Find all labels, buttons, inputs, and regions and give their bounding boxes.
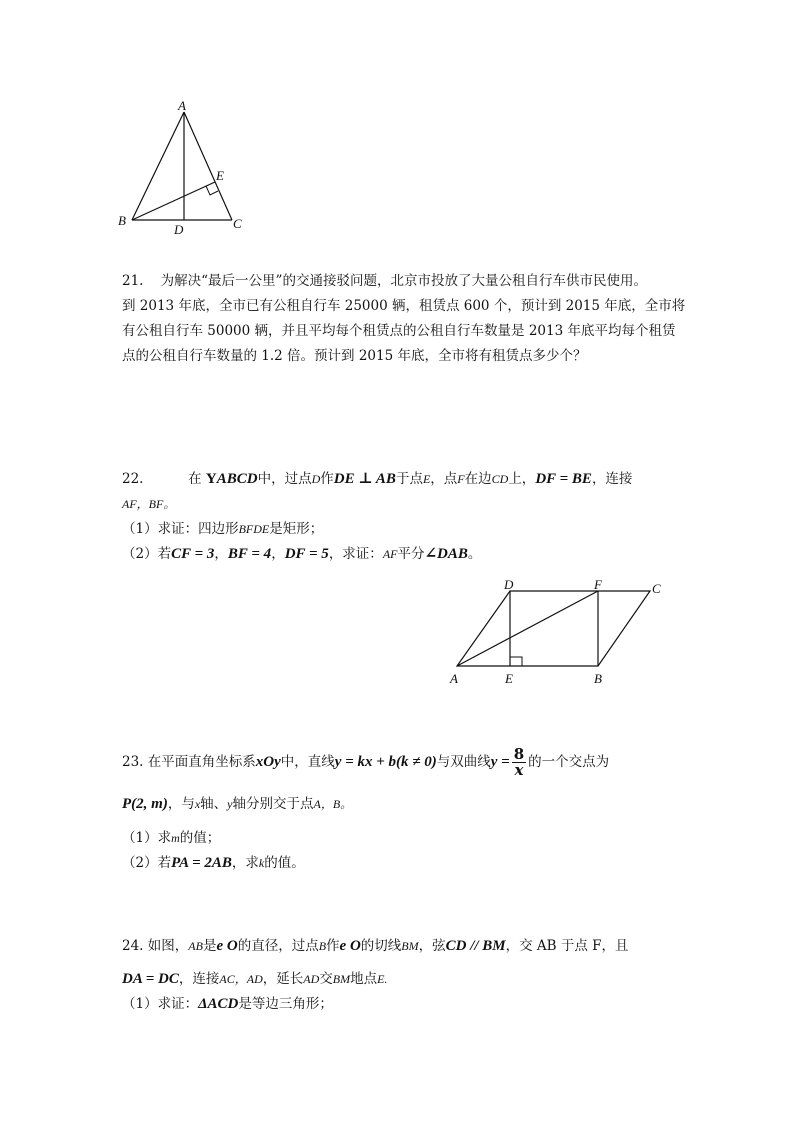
q23-text: 轴分别交于点 [232, 796, 314, 812]
q22-part1-text: 是矩形； [269, 521, 324, 537]
q23-frac-den: x [514, 761, 524, 779]
label-a: A [450, 671, 458, 686]
q24-line1 [122, 935, 629, 957]
q22-text: ， [214, 546, 228, 562]
q23-point-p: P(2, m) [122, 796, 168, 812]
q24-text: 如图， [147, 938, 189, 954]
q24-var: E. [377, 972, 388, 986]
q21-text-1: 为解决“最后一公里”的交通接驳问题，北京市投放了大量公租自行车供市民使用。 [160, 273, 647, 289]
q22-text: 在 [188, 471, 202, 487]
q24-var: BM [332, 972, 351, 986]
q24-part1 [122, 993, 333, 1015]
side-ab [132, 112, 184, 220]
q22-text: 上， [508, 471, 536, 487]
label-c: C [233, 216, 242, 231]
q22-part2 [122, 543, 481, 565]
q23-text: 轴、 [200, 796, 228, 812]
q22-part1-label: （1）求证：四边形 [122, 521, 239, 537]
q22-bfde: BFDE [238, 522, 270, 536]
q23-xoy: xOy [255, 754, 281, 770]
segment-be [132, 182, 215, 220]
q24-text: ，延长 [262, 971, 304, 987]
parallelogram-symbol: Y [205, 471, 217, 487]
q22-var: F [457, 472, 465, 486]
q24-cd-parallel-bm: CD // BM [445, 938, 506, 954]
label-f: F [594, 577, 602, 592]
label-b: B [594, 671, 602, 686]
q22-line1 [122, 468, 632, 490]
q24-number: 24. [122, 938, 144, 954]
q22-text: 于点 [395, 471, 423, 487]
q21-line3: 有公租自行车 50000 辆，并且平均每个租赁点的公租自行车数量是 2013 年底平均每个租赁 [122, 323, 676, 339]
triangle-figure [110, 100, 260, 240]
label-b: B [118, 213, 126, 228]
label-c: C [652, 581, 661, 596]
q24-text: ，弦 [418, 938, 446, 954]
q23-var: y [227, 797, 233, 811]
q24-var: AC，AD [219, 972, 263, 986]
q22-var: CD [491, 472, 509, 486]
q23-var: m [171, 831, 180, 845]
q23-line1 [122, 744, 609, 780]
label-e: E [216, 168, 224, 183]
q22-text: 。 [467, 546, 482, 562]
q21-line1 [122, 270, 647, 292]
q23-line-equation: y = kx + b(k ≠ 0) [334, 754, 437, 770]
q22-number: 22. [122, 471, 144, 487]
right-angle-mark-e [206, 186, 218, 195]
q22-bf: BF = 4 [227, 546, 272, 562]
q23-fraction [512, 747, 526, 778]
q22-af: AF [382, 547, 398, 561]
q23-text: 在平面直角坐标系 [147, 754, 256, 770]
q23-part1-label: （1）求 [122, 830, 172, 846]
right-angle-mark-e [510, 657, 522, 666]
q22-df-eq-be: DF = BE [535, 471, 592, 487]
q22-df: DF = 5 [284, 546, 329, 562]
q23-text: ，与 [167, 796, 195, 812]
q24-circle-o: e O [216, 938, 238, 954]
q24-text: 交 [319, 971, 333, 987]
q24-text: 是 [202, 938, 217, 954]
q22-text: ，求证： [328, 546, 383, 562]
q24-text: 的直径，过点 [237, 938, 319, 954]
q23-text: 的值； [179, 830, 221, 846]
q24-line2 [122, 968, 387, 990]
q22-var: D [311, 472, 321, 486]
q23-text: 的一个交点为 [528, 754, 610, 770]
q24-part1-label: （1）求证： [122, 996, 199, 1012]
label-d: D [174, 222, 184, 237]
segment-af [457, 591, 598, 666]
q23-part2 [122, 852, 305, 874]
q23-text: 中，直线 [280, 754, 335, 770]
q22-text: ，点 [430, 471, 458, 487]
q24-var: AD [303, 972, 320, 986]
q23-part1 [122, 827, 220, 849]
q22-af-bf: AF，BF。 [122, 497, 176, 511]
q22-text: 中，过点 [257, 471, 312, 487]
q24-text: ，交 AB 于点 F，且 [505, 938, 629, 954]
q23-line2 [122, 793, 352, 815]
q23-pa-eq: PA = 2AB [171, 855, 232, 871]
q22-abcd: ABCD [216, 471, 258, 487]
q22-cf: CF = 3 [171, 546, 215, 562]
q24-da-eq-dc: DA = DC [122, 971, 179, 987]
q24-triangle-acd: ΔACD [198, 996, 239, 1012]
q22-angle-dab: ∠DAB [424, 546, 468, 562]
q24-text: 是等边三角形； [238, 996, 333, 1012]
q24-circle-o: e O [339, 938, 361, 954]
q22-var: E [422, 472, 431, 486]
q23-text: 与双曲线 [436, 754, 491, 770]
q24-text: ，连接 [178, 971, 220, 987]
q23-number: 23. [122, 754, 144, 770]
q23-text: 的值。 [264, 855, 305, 871]
label-a: A [178, 100, 186, 113]
parallelogram-abcd [457, 591, 650, 666]
label-d: D [504, 577, 514, 592]
parallelogram-figure [440, 575, 680, 690]
q24-var: BM [401, 939, 419, 953]
q23-part2-label: （2）若 [122, 855, 172, 871]
q23-y-eq: y = [490, 754, 510, 770]
q24-text: 的切线 [360, 938, 402, 954]
q24-text: 地点 [350, 971, 378, 987]
q23-var: x [194, 797, 201, 811]
q22-de-perp-ab: DE ⊥ AB [333, 471, 396, 487]
q24-var: AB [188, 939, 203, 953]
q22-text: 平分 [397, 546, 425, 562]
q24-text: 作 [326, 938, 340, 954]
q22-part2-label: （2）若 [122, 546, 172, 562]
q21-line4: 点的公租自行车数量的 1.2 倍。预计到 2015 年底，全市将有租赁点多少个？ [122, 348, 587, 364]
q22-text: ，连接 [591, 471, 633, 487]
q22-text: ， [271, 546, 285, 562]
q23-var: k [258, 856, 265, 870]
q21-line2: 到 2013 年底，全市已有公租自行车 25000 辆，租赁点 600 个，预计到 2015 年底，全市将 [122, 298, 686, 314]
side-ac [184, 112, 232, 220]
q22-text: 在边 [464, 471, 492, 487]
q23-text: ，求 [231, 855, 259, 871]
q24-var: B [318, 939, 327, 953]
q22-line2 [122, 493, 175, 515]
q23-a-b: A，B。 [313, 797, 353, 811]
q21-number: 21. [122, 273, 144, 289]
q22-part1 [122, 518, 323, 540]
q22-text: 作 [320, 471, 334, 487]
q23-frac-num: 8 [513, 745, 525, 763]
label-e: E [505, 671, 513, 686]
